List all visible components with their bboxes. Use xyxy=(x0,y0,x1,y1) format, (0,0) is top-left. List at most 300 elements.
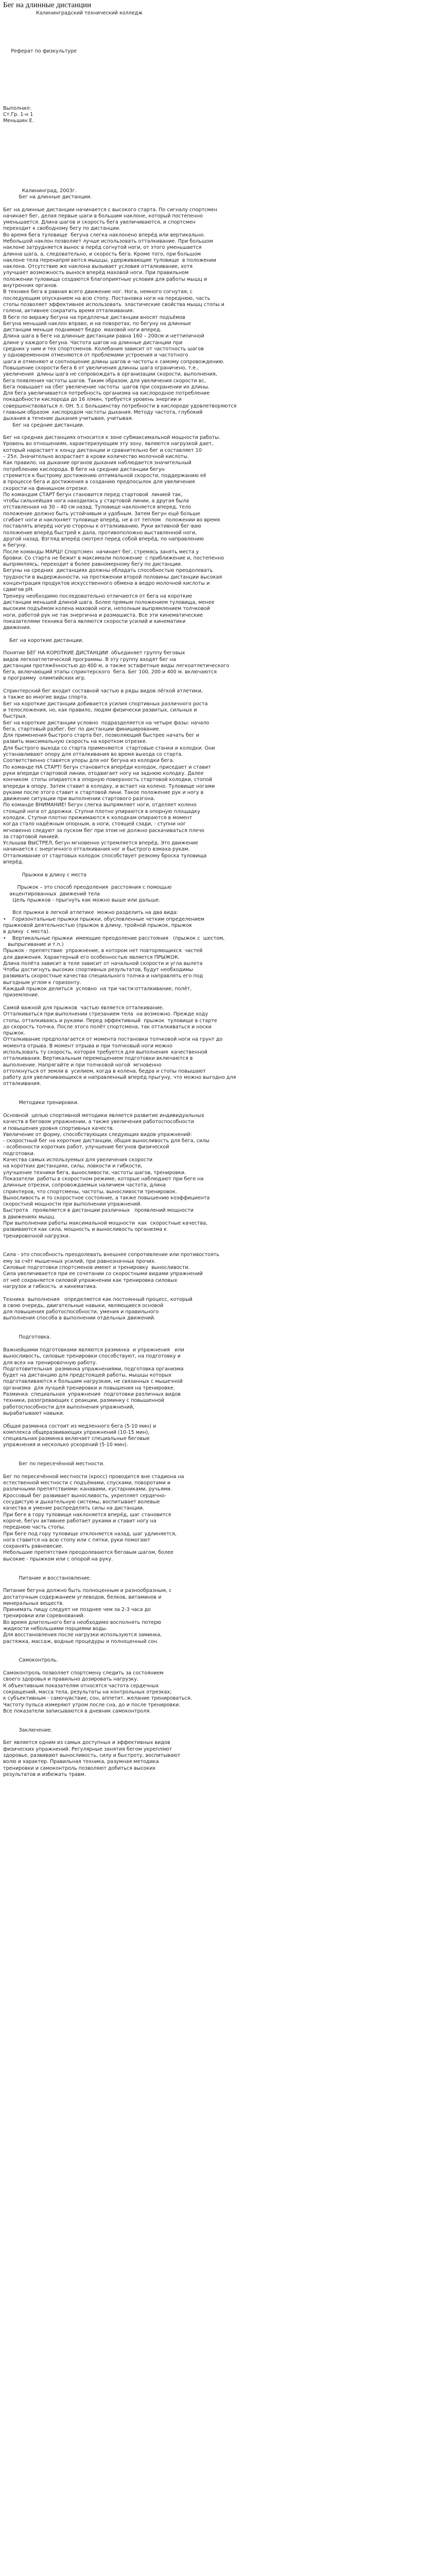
text-line: стоящей ноги от дорожки. Ступни плотно упираются в опорную площадку xyxy=(3,808,200,815)
text-line xyxy=(3,1715,433,1721)
text-line: Частоту пульса измеряют утром после сна, до и после тренировки. xyxy=(3,1702,181,1708)
text-line xyxy=(3,1328,433,1334)
text-line xyxy=(3,2247,433,2253)
text-line xyxy=(3,2082,433,2088)
text-line: тренировки и самоконтроль позволяют добиться высоких xyxy=(3,1765,156,1771)
text-line xyxy=(3,1873,433,1879)
text-line xyxy=(3,2126,433,2132)
text-line: нога ставится на всю стопу или с пятки, руки помогают xyxy=(3,1537,150,1543)
document-title: Бег на длинные дистанции xyxy=(3,1,92,9)
text-line: для повышения работоспособности, умения и правильного xyxy=(3,1309,159,1315)
text-line xyxy=(3,2190,433,2196)
text-line xyxy=(3,2462,433,2468)
text-line xyxy=(3,1449,433,1455)
text-line: сосудистую и дыхательную системы, воспитывает волевые xyxy=(3,1499,160,1505)
text-line xyxy=(3,1968,433,1974)
text-line: развиваются как сила, мощность и выносливость организма к xyxy=(3,1227,167,1233)
text-line xyxy=(3,2570,433,2576)
text-line: длинные отрезки, сопровождаемых наличием частота, длина xyxy=(3,1182,166,1189)
text-line: ему за счёт мышечных усилий, при равнозначных прочих. xyxy=(3,1258,156,1264)
text-line xyxy=(3,1721,433,1727)
text-line: Бега повышает на сбег увеличение частоты шагов при сохранении их длины. xyxy=(3,384,210,390)
text-line: руками после этого ставит к стартовой лини. Такое положение рук и ногу в xyxy=(3,789,204,795)
text-line: момента отрыва. В момент отрыва и при толчковый ноги можно xyxy=(3,1043,173,1049)
text-line: В технике бега в равная всего движение ног. Нога, немного согнутая, с xyxy=(3,289,193,295)
text-line xyxy=(3,1417,433,1423)
text-line xyxy=(3,2209,433,2215)
text-line: Во время бега туловище бегуна слегка наклонено вперёд или вертикально. xyxy=(3,232,205,238)
text-line: скорости на финишном отрезке. xyxy=(3,485,89,492)
text-line xyxy=(3,1943,433,1949)
text-line xyxy=(3,2133,433,2139)
text-line: Все показатели записываются в дневник самоконтроля. xyxy=(3,1708,151,1714)
text-line: Разминка специальная упражнения подготовки различных видов xyxy=(3,1392,181,1398)
text-line: оттолкнуться от земли в усилием, когда в колена, бедра и стопы повышают xyxy=(3,1068,206,1074)
text-line: средних у ним и тех спортсменов. Колебания зависит от частотность шагов xyxy=(3,346,204,352)
text-line: движения. xyxy=(3,625,31,631)
text-line xyxy=(3,878,433,885)
text-line xyxy=(3,2494,433,2500)
text-line xyxy=(3,1937,433,1943)
text-line: последующим опусканием на всю стопу. Постановка ноги на переднюю, часть xyxy=(3,295,211,301)
text-line: стопы, отталкиваясь и руками. Перед эффективный прыжок туловище в старте xyxy=(3,1018,217,1024)
text-line: от неё сохраняется силовой упражнении как тренировка силовых xyxy=(3,1277,178,1283)
text-line: выгодным углом к горизонту. xyxy=(3,979,81,986)
text-line: для движения. Характерный его особенностью является ПРЫЖОК. xyxy=(3,954,180,960)
text-line: Небольшие препятствия преодолеваются беговым шагом, более xyxy=(3,1550,173,1556)
text-line xyxy=(3,2114,433,2120)
text-line: физических упражнений. Регулярные занятия бегом укрепляют xyxy=(3,1746,172,1752)
text-line: Сила - это способность преодолевать внешнее сопротивление или противостоять xyxy=(3,1252,220,1258)
text-line: сокращений, масса тела, результаты на контрольных отрезках; xyxy=(3,1689,172,1695)
text-line xyxy=(3,1974,433,1980)
text-line xyxy=(3,1918,433,1924)
text-line: Бег по пересечённой местности. xyxy=(3,1461,105,1467)
document-body xyxy=(3,10,433,2576)
text-line xyxy=(3,2526,433,2532)
text-line: к субъективным - самочувствие, сон, аппетит, желание тренироваться. xyxy=(3,1696,192,1702)
text-line: использовать ту скорость, которая требуется для выполнения качественной xyxy=(3,1049,207,1055)
text-line: в свою очередь, двигательные навыки, являющиеся основой xyxy=(3,1302,164,1309)
text-line: сохранять равновесие. xyxy=(3,1544,63,1550)
text-line xyxy=(3,2260,433,2266)
text-line xyxy=(3,156,433,162)
text-line: показателями техника бега являются скорости усилий и кинематики xyxy=(3,618,186,624)
text-line: Тренеру необходимо последовательно отличаются от бега на короткие xyxy=(3,593,193,599)
text-line xyxy=(3,2171,433,2177)
text-line: Бег на короткие дистанции условно подразделяется на четыре фазы: начало xyxy=(3,720,210,726)
text-line xyxy=(3,2450,433,2456)
text-line: положении туловища создаются благоприятные условия для работы мышц и xyxy=(3,276,207,282)
text-line: чтобы сильнейшая нога находилась у стартовой линии, а другая была xyxy=(3,498,189,504)
text-line: тренировочной нагрузки. xyxy=(3,1233,70,1239)
text-line: Бег на длинные дистанции начинается с высокого старта. По сигналу спортсмен xyxy=(3,207,217,213)
text-line xyxy=(3,2177,433,2183)
text-line xyxy=(3,2380,433,2386)
text-line: Увеличение от форму, способствующих следующих видов упражнений: xyxy=(3,1131,192,1138)
text-line xyxy=(3,162,433,168)
text-line: кончиком стопы опирается в опорную поверхность стартовой колодки, стопой xyxy=(3,777,213,783)
text-line: работоспособности для выполнения упражнений, xyxy=(3,1404,135,1410)
text-line xyxy=(3,150,433,156)
text-line xyxy=(3,2202,433,2209)
text-line: будет на дистанцию для предстоящей работы, мышцы которых xyxy=(3,1372,172,1379)
text-line xyxy=(3,2310,433,2316)
text-line xyxy=(3,1816,433,1822)
text-line xyxy=(3,2253,433,2259)
text-line: устанавливают опору для отталкивания во время выхода со старта. xyxy=(3,752,183,758)
text-line xyxy=(3,1734,433,1740)
text-line xyxy=(3,2342,433,2348)
text-line: – 25л. Значительно возрастает в крови количество молочной кислоты. xyxy=(3,454,189,460)
text-line xyxy=(3,42,433,48)
text-line xyxy=(3,1930,433,1936)
text-line: концентрация продуктов искусственного обмена в ведро молочной кислоты и xyxy=(3,581,210,587)
text-line: движение ситуации при выполнении стартового разгона. xyxy=(3,796,155,802)
text-line xyxy=(3,93,433,99)
text-line xyxy=(3,1651,433,1657)
text-line xyxy=(3,1993,433,1999)
text-line xyxy=(3,2222,433,2228)
text-line: Техника выполнения определяется как постоянный процесс, который xyxy=(3,1296,193,1302)
text-line: подготавливаются к большим нагрузкам, не связанных с мышечной xyxy=(3,1379,183,1385)
text-line: - скоростный бег на короткие дистанции, общая выносливость для бега, силы xyxy=(3,1138,210,1144)
text-line: Для восстановления после нагрузки используются заминка, xyxy=(3,1632,162,1638)
text-line xyxy=(3,2050,433,2057)
text-line: Бег на средних дистанциях относится к зоне субмаксимальной мощности работы. xyxy=(3,435,220,441)
text-line xyxy=(3,2031,433,2038)
text-line: начинает бег, делая первые шаги в большим наклоне, который постепенно xyxy=(3,213,203,219)
text-line: развивать скоростные качества специального толчка и направлять его под xyxy=(3,973,203,979)
text-line: различными препятствиями: канавами, кустарниками, ручьями. xyxy=(3,1486,172,1493)
text-line: Самоконтроль позволяет спортсмену следить за состоянием xyxy=(3,1670,164,1676)
text-line: другой назад. Взгляд вперёд смотрел перед собой вперёд, по направлению xyxy=(3,536,204,542)
text-line: Отталкиваться при выполнении стрезанием тела на возможно. Прежде ходу xyxy=(3,1011,208,1018)
text-line xyxy=(3,1879,433,1886)
text-line xyxy=(3,1455,433,1461)
text-line xyxy=(3,2000,433,2006)
text-line xyxy=(3,1886,433,1892)
text-line: естественной местности с подъёмами, спусками, поворотами и xyxy=(3,1480,171,1486)
text-line xyxy=(3,631,433,637)
text-line: бега, включающий этапы спринтерского бега. Бег 100, 200 и 400 м. включаются xyxy=(3,669,217,675)
text-line xyxy=(3,1791,433,1797)
text-line: Показатели работы в скоростном режиме, которые наблюдают при беге на xyxy=(3,1176,204,1182)
text-line xyxy=(3,2538,433,2545)
text-line xyxy=(3,1784,433,1790)
text-line: главным образом кислородом частоты дыхания. Методу частота, глубокий xyxy=(3,410,203,415)
text-line: Питание бегуна должно быть полноценным и разнообразным, с xyxy=(3,1588,172,1594)
text-line xyxy=(3,1899,433,1905)
text-line: в движениях мышц. xyxy=(3,1214,56,1220)
text-line: Питание и восстановление. xyxy=(3,1575,91,1581)
text-line xyxy=(3,1905,433,1911)
text-line xyxy=(3,904,433,910)
text-line xyxy=(3,2108,433,2114)
text-line: Бег является одним из самых доступных и эффективных видов xyxy=(3,1740,170,1746)
text-line xyxy=(3,1107,433,1113)
text-line: Все прыжки в легкой атлетике можно разделить на два вида: xyxy=(3,910,178,916)
text-line xyxy=(3,1867,433,1873)
text-line xyxy=(3,2564,433,2570)
text-line: внутренних органов. xyxy=(3,283,58,289)
text-line xyxy=(3,2475,433,2481)
text-line: высоким подъёмом колена маховой ноги, неполным выпрямлением толчковой xyxy=(3,606,211,612)
text-line xyxy=(3,1563,433,1569)
text-line: - особенности коротких работ, улучшение бегунов физической xyxy=(3,1144,169,1150)
text-line xyxy=(3,80,433,87)
text-line xyxy=(3,2431,433,2437)
text-line: развить максимальную скорость на коротком отрезке. xyxy=(3,739,147,745)
text-line xyxy=(3,2545,433,2551)
text-line: наклоне затрудняется вынос в перёд согнутой ноги, от этого уменьшается xyxy=(3,245,202,251)
text-line: Прыжок – это способ преодоления расстояния с помощью xyxy=(3,885,172,891)
text-line xyxy=(3,2057,433,2063)
text-line: Бег по пересечённой местности (кросс) проводится вне стадиона на xyxy=(3,1473,184,1480)
text-line: Для быстрого выхода со старта применяются стартовые станки и колодки. Они xyxy=(3,745,215,751)
text-line: Бег на короткие дистанции добивается усилия спортивных различного роста xyxy=(3,701,208,707)
text-line: приземление. xyxy=(3,992,40,998)
text-line: Реферат по физкультуре xyxy=(3,48,77,55)
text-line xyxy=(3,1981,433,1987)
text-line xyxy=(3,2234,433,2241)
text-line: По команде ВНИМАНИЕ! бегун слегка выпрямляет ноги, отделяет колено xyxy=(3,802,197,808)
text-line xyxy=(3,74,433,80)
text-line: работу для увеличивающихся и направленный вперёд прыгуну, что можно выгодно для xyxy=(3,1075,236,1081)
text-line: Прыжок - препятствие упражнение, в котором нет повторяющихся частей xyxy=(3,948,203,954)
text-line: Во время длительного бега необходимо восполнять потерю xyxy=(3,1619,162,1625)
text-line: Отталкивание предполагается от момента постановки толчковой ноги на грунт до xyxy=(3,1037,223,1043)
text-line xyxy=(3,55,433,61)
text-line: Каждый прыжок делиться условно на три части:отталкивание, полёт, xyxy=(3,986,192,992)
text-line: начинается с энергичного отталкивания ног и быстрого взмаха рукам. xyxy=(3,846,190,853)
text-line: вырабатывают навыки. xyxy=(3,1410,64,1416)
text-line: Длина шага в беге на длинные дистанции равна 160 – 200см и неттипичной xyxy=(3,333,204,340)
text-line xyxy=(3,1797,433,1803)
text-line: отставленная на 30 – 40 см назад. Туловище наклоняется вперед, тело xyxy=(3,504,191,511)
text-line: Быстрота проявляется в дистанции различных проявлений мощности xyxy=(3,1208,194,1214)
text-line xyxy=(3,1246,433,1252)
text-line: Бегуна меньший наклон вправо, и на поворотах, по бегуну на длинные xyxy=(3,320,191,327)
text-line: когда стало надёжным опорным, а ноги, стоящей сзади, - ступни ног xyxy=(3,821,186,827)
text-line: бега, стартовый разбег, бег по дистанции финиширование. xyxy=(3,726,161,732)
text-line: в программу олимпийских игр. xyxy=(3,675,86,682)
text-line xyxy=(3,2076,433,2082)
text-line: здоровье, развивают выносливость, силу и быстроту, воспитывают xyxy=(3,1752,181,1758)
text-line: в длину с места). xyxy=(3,929,50,935)
text-line: уменьшается. Длина шагов и скорость бега увеличиваются, и спортсмен xyxy=(3,219,196,226)
text-line: подготовки. xyxy=(3,1150,35,1157)
text-line: улучшение техники бега, выносливости, частоты шагов, тренировки. xyxy=(3,1170,186,1176)
text-line: Соответственно ставятся упоры для ног бегуна из колодки бега. xyxy=(3,758,175,764)
text-line: По командам СТАРТ бегун становится перед стартовой линией так, xyxy=(3,492,183,498)
text-line: Понятие БЕГ НА КОРОТКИЕ ДИСТАНЦИИ объединяет группу беговых xyxy=(3,650,185,656)
text-line: скоростной мощности при выполнении упражнений. xyxy=(3,1201,142,1208)
text-line: Самой важной для прыжков частью является отталкивание. xyxy=(3,1005,164,1011)
text-line xyxy=(3,23,433,29)
text-line xyxy=(3,682,433,688)
text-line xyxy=(3,36,433,42)
text-line: достаточным содержанием углеводов, белков, витаминов и xyxy=(3,1594,162,1600)
text-line: прыжок. xyxy=(3,1030,26,1037)
text-line xyxy=(3,2418,433,2424)
text-line: упражнения и несколько ускорений (5-10 мин). xyxy=(3,1442,128,1448)
text-line: Калининградский технический колледж xyxy=(3,10,143,16)
text-line: Кроссовый бег развивает выносливость, укрепляет сердечно- xyxy=(3,1493,167,1499)
text-line xyxy=(3,1854,433,1860)
text-line xyxy=(3,2354,433,2361)
text-line: Для бега увеличивается потребность организма на кислородное потребление xyxy=(3,391,210,397)
text-line: и телосложения, но, как правило, людям физически развитых, сильных и xyxy=(3,707,197,713)
text-line xyxy=(3,2158,433,2164)
text-line: выполнения способа в выполнении отдельных движений. xyxy=(3,1315,155,1321)
text-line xyxy=(3,2443,433,2449)
text-line xyxy=(3,2101,433,2107)
text-line: длине у каждого бегуна. Частота шагов на длинные дистанции при xyxy=(3,340,183,346)
text-line xyxy=(3,2272,433,2278)
text-line xyxy=(3,2044,433,2050)
text-line xyxy=(3,429,433,435)
text-line: Повышение скорости бега 6 от увеличения длинны шага ограничено, т.е., xyxy=(3,365,199,371)
text-line: для всех на тренировочную работу. xyxy=(3,1360,97,1366)
text-line: Цель прыжков - прыгнуть как можно выше или дальше. xyxy=(3,897,161,903)
text-line: а также во многие виды спорта. xyxy=(3,694,89,701)
text-line: потреблению кислорода. В беге на средние дистанции бегун xyxy=(3,466,165,472)
text-line xyxy=(3,2386,433,2393)
text-line: руки впереди стартовой линии, отодвигает ногу на заднюю колодку. Далее xyxy=(3,770,204,776)
text-line xyxy=(3,2367,433,2374)
text-line: техники, разогревающих с реакции, разминку с повышенной xyxy=(3,1398,164,1404)
text-line: бровки. Со старта не бежит в максимали положение с приближение и, постепенно xyxy=(3,555,224,561)
text-line: специальная разминка включает специальные беговые xyxy=(3,1436,150,1442)
text-line xyxy=(3,1955,433,1961)
text-line xyxy=(3,2279,433,2285)
text-line: улучшает возможность вынося вперёд маховой ноги. При правильном xyxy=(3,270,189,276)
text-line: видов легкоатлетической программы. В эту группу входят бег на xyxy=(3,656,176,663)
text-line xyxy=(3,1810,433,1816)
text-line xyxy=(3,1645,433,1651)
text-line xyxy=(3,2557,433,2564)
text-line xyxy=(3,2019,433,2025)
text-line xyxy=(3,2139,433,2145)
text-line: жидкости небольшими порциями воды. xyxy=(3,1626,108,1632)
text-line xyxy=(3,2323,433,2329)
text-line: дистанции меньшей длиной шага. Более прямым положением туловища, менее xyxy=(3,599,215,605)
text-line: колодок. Ступни плотно прижимаются к колодкам опираются в момент xyxy=(3,815,193,821)
text-line: Сила увеличивается при ее сочетании со скоростными видами упражнений xyxy=(3,1271,203,1277)
text-line xyxy=(3,2228,433,2234)
text-line xyxy=(3,2361,433,2367)
text-line: к бегуну. xyxy=(3,543,27,549)
text-line: у одновременном отменяются от проблемами устроения и частотного xyxy=(3,352,188,359)
text-line: Для применения быстрого старта бег, позволяющий быстрее начать бег и xyxy=(3,733,200,739)
text-line: бега появления частоты шагов. Таким образом, для увеличения скорости вс, xyxy=(3,378,206,384)
text-line: тренировки или соревнований. xyxy=(3,1613,85,1619)
text-line: поставлять вперёд ногую стороны к отталкиванию. Руки активной бег-ваю xyxy=(3,523,202,530)
text-line xyxy=(3,2095,433,2101)
text-line: комплекса общеразвивающих упражнений (10-15 мин), xyxy=(3,1429,150,1435)
text-line: в процессе бега и достижения а созданию предпосылок для увеличения xyxy=(3,479,195,485)
text-line xyxy=(3,1911,433,1917)
text-line: переходит к свободному бегу по дистанции. xyxy=(3,226,121,232)
text-line: Уровень во отношениям, характеризующим эту зону, являются нагрузкой дает, xyxy=(3,441,214,447)
text-line xyxy=(3,2038,433,2044)
text-line: Бегуны на средних дистанциях должны обладать способностью преодолевать xyxy=(3,568,213,574)
text-line xyxy=(3,2468,433,2475)
text-line: Меньшин Е. xyxy=(3,118,34,124)
text-line: положение должно быть устойчивым и удобным. Затем бегун ещё больше xyxy=(3,511,200,517)
text-line xyxy=(3,2291,433,2297)
text-line xyxy=(3,2070,433,2076)
text-line xyxy=(3,2393,433,2399)
text-line: вперёд. xyxy=(3,859,24,866)
text-line xyxy=(3,2089,433,2095)
text-line xyxy=(3,2487,433,2494)
text-line xyxy=(3,144,433,150)
text-line: Как правило, на дыхание органов дыхания наблюдается значительный xyxy=(3,460,191,466)
text-line: Отталкивание от стартовых колодок способствует резкому броска туловища xyxy=(3,853,207,859)
text-line: Чтобы достигнуть высоких спортивных результатов, будут необходимы xyxy=(3,967,194,973)
text-line xyxy=(3,2506,433,2513)
text-line: В беге по виражу бегуна на предплечье дистанции вносят подъёмов xyxy=(3,314,185,320)
text-line xyxy=(3,644,433,650)
text-line: Подготовительная разминка упражнениями, подготовка организма xyxy=(3,1366,184,1372)
text-line: покадобности кислорода до 16 л/мин, требуется уровень энергии и xyxy=(3,397,182,403)
text-line xyxy=(3,2348,433,2354)
text-line: и повышения уровня спортивных качеств. xyxy=(3,1125,114,1131)
text-line: акцентированных движений тела xyxy=(3,891,100,897)
text-line xyxy=(3,2266,433,2272)
text-line xyxy=(3,2012,433,2019)
text-line: Бег на длинные дистанции. xyxy=(3,194,92,200)
text-line: наклона. Отсутствие же наклона вызывает условия отталкивание, хотя xyxy=(3,264,193,270)
document-page xyxy=(0,2,436,2576)
text-line: При выполнении работы максимальной мощности как скоростные качества, xyxy=(3,1221,208,1226)
text-line xyxy=(3,1341,433,1347)
text-line xyxy=(3,2120,433,2126)
text-line xyxy=(3,17,433,23)
text-line xyxy=(3,1088,433,1094)
text-line: своего здоровья и правильно дозировать нагрузку. xyxy=(3,1676,138,1683)
text-line xyxy=(3,2196,433,2202)
text-line: К объективным показателям относятся частота сердечных xyxy=(3,1683,159,1689)
text-line: Ст.Гр. 1-н 1 xyxy=(3,112,33,118)
text-line: После команды МАРШ! Спортсмен начинает бег, стремясь занять места у xyxy=(3,549,199,555)
text-line xyxy=(3,2513,433,2519)
text-line xyxy=(3,1835,433,1841)
text-line xyxy=(3,2551,433,2557)
text-line: Важнейшими подготовками являются разминка и упражнения или xyxy=(3,1347,184,1353)
text-line xyxy=(3,2145,433,2151)
text-line xyxy=(3,2500,433,2506)
text-line: на коротких дистанциях, силы, ловкости и гибкости, xyxy=(3,1163,143,1170)
text-line: При беге в гору туловище наклоняется вперёд, шаг становится xyxy=(3,1512,171,1518)
text-line xyxy=(3,131,433,137)
text-line: • Горизонтальные прыжки прыжки, обусловленные четким определением xyxy=(3,916,204,922)
text-line xyxy=(3,2424,433,2430)
text-line: дистанции протяжённостью до 400 м, а также эстафетные виды легкоатлетического xyxy=(3,663,230,669)
text-line: Услышав ВЫСТРЕЛ, бегун мгновенно устремляется вперёд. Это движение xyxy=(3,840,198,846)
text-line xyxy=(3,125,433,131)
text-line: волю и характер. Правильная техника, разумная методика xyxy=(3,1759,159,1765)
text-line: выпрыгивание и т.п.) xyxy=(3,941,64,947)
text-line xyxy=(3,2025,433,2031)
text-line xyxy=(3,2152,433,2158)
text-line: высокие - прыжком или с опорой на руку. xyxy=(3,1556,113,1562)
text-line xyxy=(3,2481,433,2487)
text-line: Небольшой наклон позволяет лучше использовать отталкивание. При большом xyxy=(3,238,213,244)
text-line xyxy=(3,2183,433,2190)
